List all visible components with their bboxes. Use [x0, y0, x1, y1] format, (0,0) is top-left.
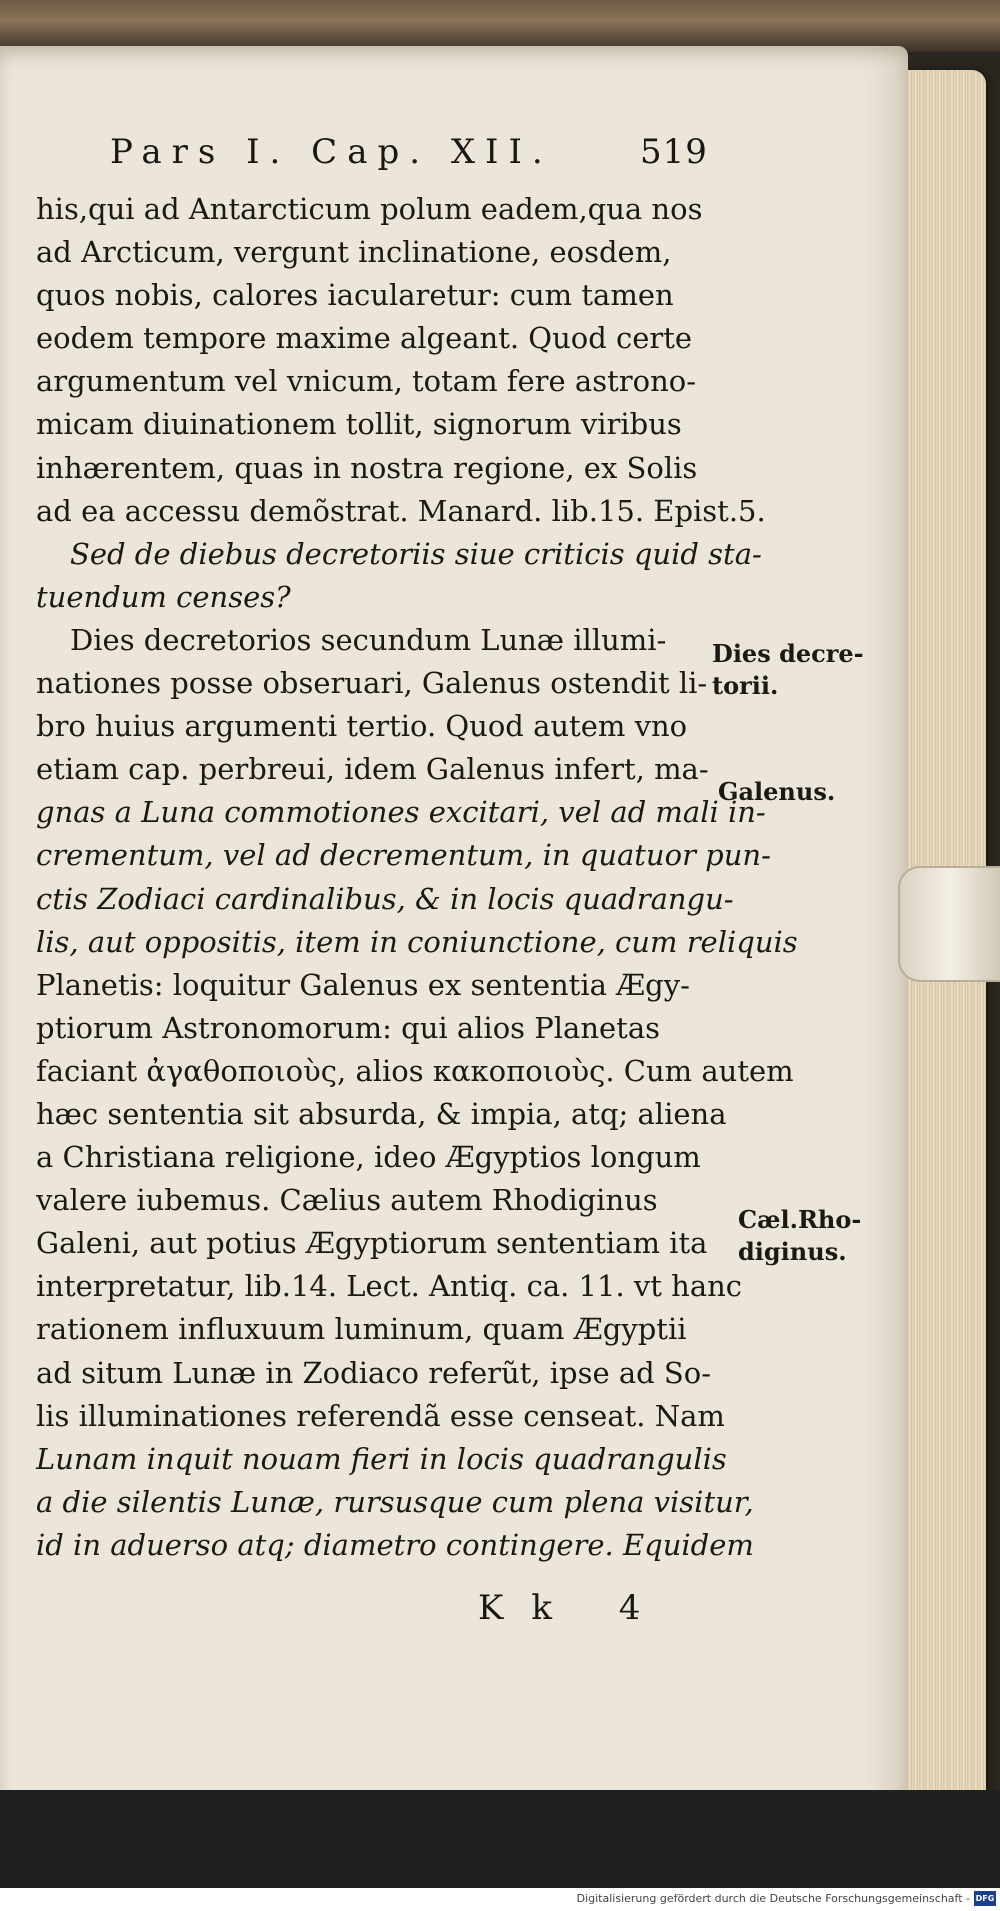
text-line: Sed de diebus decretoriis siue criticis quid sta- [70, 536, 762, 571]
text-line: lis illuminationes referendã esse censeat. Nam [36, 1398, 725, 1433]
book-top-edge [0, 0, 1000, 52]
text-line: ad Arcticum, vergunt inclinatione, eosdem, [36, 235, 672, 270]
book-bottom-shadow [0, 1790, 1000, 1888]
text-line: a die silentis Lunæ, rursusque cum plena visitur, [36, 1484, 754, 1519]
text-line: hæc sententia sit absurda, & impia, atq; aliena [36, 1096, 727, 1131]
margin-note-text: Cæl.Rho- diginus. [738, 1205, 862, 1266]
margin-note-text: Dies decre- torii. [712, 639, 864, 700]
text-line: his,qui ad Antarcticum polum eadem,qua nos [36, 192, 703, 226]
text-line: Planetis: loquitur Galenus ex sententia Ægy- [36, 967, 690, 1002]
text-line: Galeni, aut potius Ægyptiorum sententiam ita [36, 1226, 708, 1261]
text-line: gnas a Luna commotiones excitari, vel ad mali in- [36, 795, 766, 830]
text-line: nationes posse obseruari, Galenus ostendit li- [36, 666, 708, 701]
text-line: ctis Zodiaci cardinalibus, & in locis quadrangu- [36, 881, 734, 916]
text-line: id in aduerso atq; diametro contingere. Equidem [36, 1527, 754, 1562]
margin-note-caelius [738, 1204, 861, 1268]
text-line: ad situm Lunæ in Zodiaco referũt, ipse ad So- [36, 1355, 712, 1390]
margin-note-dies-decretorii [712, 638, 864, 702]
text-line: ad ea accessu demõstrat. Manard. lib.15. Epist.5. [36, 493, 766, 528]
text-line: interpretatur, lib.14. Lect. Antiq. ca. 11. vt hanc [36, 1269, 743, 1304]
text-line: lis, aut oppositis, item in coniunctione, cum reliquis [36, 924, 798, 959]
running-header [110, 132, 710, 172]
running-title: Pars I. Cap. XII. [110, 132, 553, 172]
text-line: argumentum vel vnicum, totam fere astrono- [36, 364, 697, 399]
margin-note-text: Galenus. [718, 777, 836, 806]
text-line: a Christiana religione, ideo Ægyptios longum [36, 1140, 701, 1175]
text-line: Lunam inquit nouam fieri in locis quadrangulis [36, 1441, 727, 1476]
text-line: quos nobis, calores iacularetur: cum tamen [36, 278, 674, 313]
dfg-logo: DFG [974, 1891, 996, 1906]
text-line: micam diuinationem tollit, signorum viribus [36, 407, 682, 442]
text-line: faciant ἀγαθοποιοὺς, alios κακοποιοὺς. Cum autem [36, 1053, 794, 1088]
signature-mark: Kk 4 [478, 1588, 669, 1628]
bookmark-tab [898, 866, 1000, 982]
text-line: Dies decretorios secundum Lunæ illumi- [70, 622, 667, 657]
margin-note-galenus [718, 776, 835, 808]
text-line: etiam cap. perbreui, idem Galenus infert, ma- [36, 752, 709, 787]
text-line: crementum, vel ad decrementum, in quatuor pun- [36, 838, 771, 873]
text-line: inhærentem, quas in nostra regione, ex Solis [36, 450, 698, 485]
text-line: rationem influxuum luminum, quam Ægyptii [36, 1312, 687, 1347]
footer-bar [0, 1888, 1000, 1911]
text-line: ptiorum Astronomorum: qui alios Planetas [36, 1010, 661, 1045]
text-line: tuendum censes? [36, 579, 291, 614]
page-number: 519 [640, 132, 708, 172]
text-line: eodem tempore maxime algeant. Quod certe [36, 321, 693, 356]
text-line: valere iubemus. Cælius autem Rhodiginus [36, 1183, 658, 1218]
footer-credit: Digitalisierung gefördert durch die Deutsche Forschungsgemeinschaft - [576, 1892, 970, 1905]
text-line: bro huius argumenti tertio. Quod autem vno [36, 709, 688, 744]
